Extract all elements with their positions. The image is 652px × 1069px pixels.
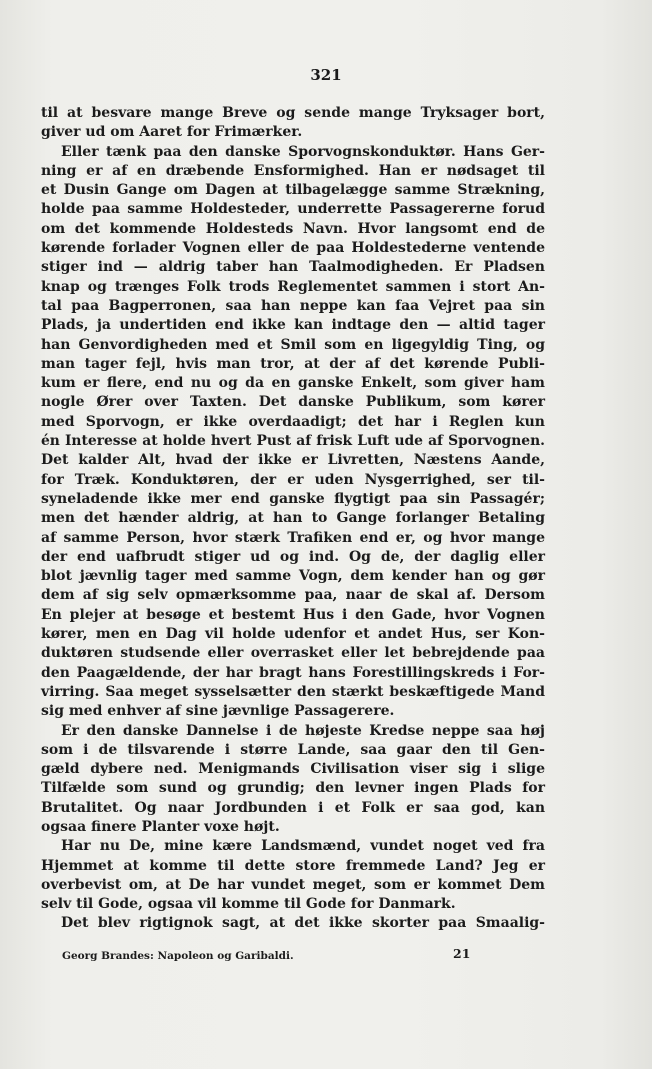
text-line: giver ud om Aaret for Frimærker. [41,124,303,141]
text-line: men det hænder aldrig, at han to Gange forlanger Betaling [41,510,545,527]
text-line: med Sporvogn, er ikke overdaadigt; det har i Reglen kun [41,413,545,430]
text-line: overbevist om, at De har vundet meget, som er kommet Dem [41,876,545,893]
text-line: den Paagældende, der har bragt hans Forestillingskreds i For- [41,664,545,681]
text-line: gæld dybere ned. Menigmands Civilisation viser sig i slige [41,761,545,778]
text-line: ogsaa finere Planter voxe højt. [41,818,280,835]
text-line: Eller tænk paa den danske Sporvognskonduktør. Hans Ger- [61,143,545,160]
text-line: nogle Ører over Taxten. Det danske Publikum, som kører [41,394,545,411]
text-line: kørende forlader Vognen eller de paa Holdestederne ventende [41,240,545,257]
text-line: knap og trænges Folk trods Reglementet sammen i stort An- [41,278,545,295]
body-text [41,104,545,934]
text-line: Hjemmet at komme til dette store fremmede Land? Jeg er [41,857,545,874]
text-line: kører, men en Dag vil holde udenfor et andet Hus, ser Kon- [41,626,545,643]
text-line: Brutalitet. Og naar Jordbunden i et Folk er saa god, kan [41,799,545,816]
text-line: Har nu De, mine kære Landsmænd, vundet noget ved fra [61,838,545,855]
text-line: duktøren studsende eller overrasket eller let bebrejdende paa [41,645,545,662]
text-line: om det kommende Holdesteds Navn. Hvor langsomt end de [41,220,545,237]
text-line: én Interesse at holde hvert Pust af frisk Luft ude af Sporvognen. [41,433,545,450]
text-line: kum er flere, end nu og da en ganske Enkelt, som giver ham [41,375,545,392]
text-line: virring. Saa meget sysselsætter den stærkt beskæftigede Mand [41,683,545,700]
text-line: der end uafbrudt stiger ud og ind. Og de, der daglig eller [41,548,545,565]
signature-mark: 21 [453,946,471,961]
text-line: af samme Person, hvor stærk Trafiken end er, og hvor mange [41,529,545,546]
text-line: En plejer at besøge et bestemt Hus i den Gade, hvor Vognen [41,606,545,623]
text-line: for Træk. Konduktøren, der er uden Nysgerrighed, ser til- [41,471,545,488]
text-line: tal paa Bagperronen, saa han neppe kan faa Vejret paa sin [41,297,545,314]
text-line: dem af sig selv opmærksomme paa, naar de skal af. Dersom [41,587,545,604]
text-line: Det blev rigtignok sagt, at det ikke skorter paa Smaalig- [61,915,545,932]
text-line: som i de tilsvarende i større Lande, saa gaar den til Gen- [41,741,545,758]
text-line: Er den danske Dannelse i de højeste Kredse neppe saa høj [61,722,545,739]
text-line: et Dusin Gange om Dagen at tilbagelægge samme Strækning, [41,182,545,199]
text-line: Det kalder Alt, hvad der ikke er Livretten, Næstens Aande, [41,452,545,469]
text-line: Tilfælde som sund og grundig; den levner ingen Plads for [41,780,545,797]
text-line: man tager fejl, hvis man tror, at der af det kørende Publi- [41,355,545,372]
text-line: holde paa samme Holdesteder, underrette Passagererne forud [41,201,545,218]
page-number: 321 [310,66,342,84]
footer-signature: Georg Brandes: Napoleon og Garibaldi. [62,950,294,962]
text-line: til at besvare mange Breve og sende mange Tryksager bort, [41,105,545,121]
text-line: ning er af en dræbende Ensformighed. Han er nødsaget til [41,162,545,179]
text-line: han Genvordigheden med et Smil som en ligegyldig Ting, og [41,336,545,353]
text-line: sig med enhver af sine jævnlige Passagerere. [41,703,395,720]
text-line: Plads, ja undertiden end ikke kan indtage den — altid tager [41,317,545,334]
text-line: stiger ind — aldrig taber han Taalmodigheden. Er Pladsen [41,259,545,276]
text-line: syneladende ikke mer end ganske flygtigt paa sin Passagér; [41,490,545,507]
text-line: selv til Gode, ogsaa vil komme til Gode for Danmark. [41,896,456,913]
text-line: blot jævnlig tager med samme Vogn, dem kender han og gør [41,568,545,585]
